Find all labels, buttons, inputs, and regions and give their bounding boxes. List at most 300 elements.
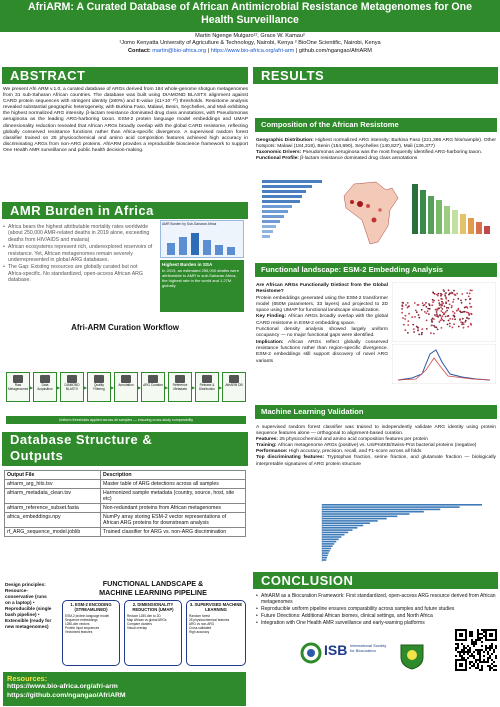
qr-module — [489, 645, 491, 647]
line-text: African metagenome ARGs (positive) vs. UniProtKB/Swiss-Prot bacterial proteins (negative) — [276, 443, 477, 449]
list-item: Cross-validated — [189, 626, 212, 630]
umap-point — [408, 313, 410, 315]
design-label: Design principles: — [5, 582, 46, 587]
qr-module — [491, 663, 493, 665]
qr-module — [483, 651, 485, 653]
qr-module — [489, 669, 491, 671]
umap-point — [440, 293, 442, 295]
umap-point — [436, 309, 438, 311]
composition-heading: Composition of the African Resistome — [255, 118, 497, 132]
list-item: 1280-dim vectors — [65, 622, 90, 626]
qr-module — [471, 655, 473, 657]
qr-module — [489, 655, 491, 657]
qr-module — [471, 643, 473, 645]
umap-point — [452, 327, 454, 329]
qr-module — [477, 665, 479, 667]
workflow-arrow: ▶ — [165, 385, 169, 390]
pipeline-box-title: 2. DIMENSIONALITY REDUCTION (UMAP) — [132, 602, 174, 612]
ml-line — [256, 425, 496, 437]
line-label: Functional Profile: — [256, 156, 299, 162]
umap-point — [403, 324, 405, 326]
qr-module — [493, 661, 495, 663]
umap-point — [462, 322, 464, 324]
umap-point — [436, 294, 438, 296]
list-item: Visual overlap — [127, 626, 147, 630]
umap-point — [445, 297, 447, 299]
qr-module — [455, 649, 457, 651]
burden-bullet: • Africa bears the highest attributable mortality rates worldwide (about 250,000 AMR-related deaths in 2019 alone, exceeding deaths from HIV/AIDS and malaria) — [3, 224, 153, 243]
qr-module — [477, 631, 479, 633]
umap-point — [439, 315, 441, 317]
umap-point — [470, 306, 472, 308]
workflow-arrow: ▶ — [138, 385, 142, 390]
umap-point — [444, 293, 446, 295]
umap-point — [434, 314, 436, 316]
umap-point — [433, 318, 435, 320]
feature-bar — [322, 545, 333, 547]
umap-point — [451, 305, 453, 307]
umap-point — [445, 316, 447, 318]
umap-point — [421, 309, 423, 311]
umap-point — [404, 329, 406, 331]
qr-module — [461, 643, 463, 645]
qr-module — [459, 663, 463, 667]
umap-point — [432, 291, 434, 293]
africa-map — [344, 182, 398, 244]
qr-module — [469, 667, 471, 669]
qr-module — [461, 657, 463, 659]
qr-module — [495, 669, 497, 671]
qr-module — [469, 635, 471, 637]
umap-point — [431, 304, 433, 306]
umap-point — [415, 310, 417, 312]
qr-module — [495, 657, 497, 659]
umap-point — [470, 313, 472, 315]
qr-module — [491, 653, 493, 655]
umap-point — [450, 292, 452, 294]
authors: Martin Ngenge Mulgaro¹², Grace W. Kamau² — [195, 33, 305, 39]
umap-point — [436, 313, 438, 315]
contact-email-link[interactable]: martin@bio-africa.org — [152, 47, 207, 54]
umap-point — [453, 315, 455, 317]
umap-point — [412, 324, 414, 326]
composition-line — [256, 138, 496, 150]
contact-label: Contact: — [128, 47, 153, 54]
umap-point — [454, 318, 456, 320]
workflow-step — [60, 372, 84, 402]
esm-heading: Functional landscape: ESM-2 Embedding Analysis — [255, 263, 497, 277]
umap-point — [401, 308, 403, 310]
table-cell: rf_ARG_sequence_model.joblib — [5, 528, 101, 537]
umap-point — [416, 326, 418, 328]
umap-point — [453, 299, 455, 301]
qr-module — [455, 647, 457, 649]
qr-module — [475, 661, 477, 663]
umap-point — [411, 316, 413, 318]
table-cell: Master table of ARG detections across all samples — [101, 480, 246, 489]
umap-point — [453, 323, 455, 325]
umap-point — [401, 304, 403, 306]
pipeline-title — [60, 580, 246, 597]
table-header: Output File — [5, 471, 101, 480]
qr-module — [469, 649, 471, 651]
umap-point — [462, 318, 464, 320]
umap-point — [438, 300, 440, 302]
line-label: Implication: — [256, 339, 284, 345]
composition-line — [256, 156, 496, 162]
qr-module — [491, 647, 493, 649]
qr-module — [483, 661, 485, 663]
umap-point — [469, 303, 471, 305]
qr-module — [471, 665, 473, 667]
feature-bar — [322, 536, 341, 538]
contact-web-link[interactable]: https://www.bio-africa.org/afri-arm — [210, 47, 295, 54]
contact-line — [0, 48, 500, 55]
qr-module — [487, 661, 489, 663]
umap-point — [416, 311, 418, 313]
umap-point — [417, 329, 419, 331]
qr-module — [491, 667, 493, 669]
umap-point — [436, 311, 438, 313]
qr-module — [463, 649, 465, 651]
list-item: Reduce 1280-dim to 2D — [127, 614, 161, 618]
university-crest-icon — [398, 642, 426, 670]
qr-module — [493, 665, 495, 667]
workflow-step — [6, 372, 30, 402]
workflow-step-icon — [229, 375, 239, 383]
qr-module — [457, 643, 459, 645]
table-cell: afriarm_metadata_clean.tsv — [5, 489, 101, 504]
qr-module — [455, 655, 457, 657]
qr-module — [489, 657, 491, 659]
table-header: Description — [101, 471, 246, 480]
pipeline-title-line-2: MACHINE LEARNING PIPELINE — [99, 587, 207, 597]
workflow-step — [195, 372, 219, 402]
table-cell: afriarm_reference_subset.fasta — [5, 504, 101, 513]
qr-module — [469, 631, 471, 633]
conclusion-bullet: • Reproducible uniform pipeline ensures comparability across samples and future studies — [256, 606, 496, 612]
umap-point — [453, 290, 455, 292]
conclusion-bullet: • Future Directions: Additional African biomes, clinical settings, and North Africa — [256, 613, 496, 619]
umap-point — [466, 306, 468, 308]
ml-line — [256, 455, 496, 467]
qr-module — [479, 649, 481, 651]
esm-line — [256, 296, 388, 315]
qr-module — [489, 633, 493, 637]
qr-module — [467, 649, 469, 651]
umap-point — [470, 324, 472, 326]
umap-point — [464, 307, 466, 309]
umap-point — [428, 303, 430, 305]
qr-module — [481, 661, 483, 663]
line-text: Functional density analysis showed largely uniform occupancy — no major functional gaps were identified. — [256, 327, 388, 339]
line-text: Protein embeddings generated using the ESM-2 transformer model (650M parameters, 33 layers) and projected to 2D space using UMAP for functional landscape visualization. — [256, 295, 388, 314]
qr-module — [459, 655, 461, 657]
ml-heading: Machine Learning Validation — [255, 405, 497, 419]
results-heading: RESULTS — [253, 67, 498, 84]
qr-module — [471, 653, 473, 655]
feature-bar — [322, 525, 363, 527]
umap-point — [465, 320, 467, 322]
workflow-title: Afri-ARM Curation Workflow — [71, 323, 179, 332]
umap-point — [454, 294, 456, 296]
umap-point — [452, 318, 454, 320]
umap-point — [449, 323, 451, 325]
qr-module — [467, 651, 469, 653]
umap-point — [421, 328, 423, 330]
feature-bar — [322, 550, 330, 552]
table-cell: NumPy array storing ESM-2 vector representations of African ARG proteins for downstream analysis — [101, 513, 246, 528]
umap-point — [414, 316, 416, 318]
qr-module — [475, 659, 477, 661]
umap-point — [468, 314, 470, 316]
umap-point — [466, 318, 468, 320]
umap-point — [448, 289, 450, 291]
conclusion-heading: CONCLUSION — [253, 572, 498, 589]
qr-module — [487, 659, 489, 661]
qr-module — [479, 637, 481, 639]
umap-point — [469, 293, 471, 295]
qr-module — [479, 669, 481, 671]
qr-module — [469, 633, 471, 635]
umap-point — [444, 305, 446, 307]
pipeline-box-list — [187, 613, 245, 635]
qr-module — [495, 645, 497, 647]
umap-point — [407, 320, 409, 322]
pipeline-title-line-1: FUNCTIONAL LANDSCAPE & — [102, 579, 204, 588]
burden-chart — [160, 220, 244, 258]
feature-bar — [322, 520, 378, 522]
database-heading-line-2: Outputs — [10, 448, 64, 463]
umap-point — [441, 327, 443, 329]
umap-point — [432, 299, 434, 301]
qr-module — [495, 655, 497, 657]
burden-bullet: • African ecosystems represent rich, underexplored reservoirs of resistance. Yet, African metagenomes remain severely underrepresented in global ARG databases. — [3, 244, 153, 263]
qr-module — [471, 635, 473, 637]
qr-module — [485, 645, 487, 647]
workflow-step-label: Raw Metagenomes — [8, 383, 29, 391]
qr-module — [491, 643, 493, 645]
composition-bar-chart — [262, 180, 322, 238]
title-line-2: Health Surveillance — [201, 14, 299, 26]
feature-bar — [322, 534, 345, 536]
qr-module — [491, 645, 493, 647]
umap-point — [439, 304, 441, 306]
feature-bar — [322, 529, 353, 531]
pipeline-box-list — [125, 613, 181, 631]
umap-point — [422, 302, 424, 304]
burden-bullets — [3, 224, 153, 285]
feature-bar — [322, 539, 339, 541]
conclusion-bullets — [256, 593, 496, 627]
umap-point — [428, 313, 430, 315]
feature-bar — [322, 552, 329, 554]
table-row — [5, 513, 246, 528]
title-line-1: AfriARM: A Curated Database of African Antimicrobial Resistance Metagenomes for One — [27, 1, 473, 13]
qr-module — [493, 649, 495, 651]
feature-bar — [322, 541, 336, 543]
qr-module — [473, 655, 475, 657]
umap-point — [447, 324, 449, 326]
qr-module — [475, 649, 477, 651]
list-item: Sequence embeddings — [65, 618, 98, 622]
qr-module — [469, 663, 471, 665]
esm-line — [256, 314, 388, 327]
qr-code-icon[interactable] — [454, 628, 498, 672]
workflow-step-icon — [40, 375, 50, 383]
feature-bar — [322, 522, 370, 524]
feature-bar — [322, 511, 424, 513]
umap-point — [405, 304, 407, 306]
composition-text — [256, 138, 496, 162]
umap-point — [440, 310, 442, 312]
table-cell: Harmonized sample metadata (country, source, host, site etc) — [101, 489, 246, 504]
qr-module — [475, 639, 477, 641]
umap-point — [460, 321, 462, 323]
qr-module — [493, 669, 495, 671]
isb-logo — [300, 640, 390, 670]
qr-module — [483, 629, 485, 631]
poster-title — [0, 1, 500, 27]
umap-point — [431, 321, 433, 323]
umap-point — [449, 304, 451, 306]
feature-bar — [322, 513, 410, 515]
burden-hotspot-box — [160, 260, 244, 312]
qr-module — [461, 651, 463, 653]
table-header-row — [5, 471, 246, 480]
resources-heading: Resources: — [7, 674, 48, 683]
umap-point — [449, 318, 451, 320]
qr-module — [477, 637, 479, 639]
list-item: Map African vs global ARGs — [127, 618, 167, 622]
umap-point — [469, 289, 471, 291]
workflow-arrow: ▶ — [84, 385, 88, 390]
qr-module — [475, 643, 477, 645]
umap-point — [448, 294, 450, 296]
umap-point — [414, 302, 416, 304]
esm-line — [256, 283, 388, 296]
qr-module — [469, 651, 471, 653]
qr-module — [479, 651, 481, 653]
umap-point — [452, 311, 454, 313]
qr-module — [471, 641, 473, 643]
list-item: High accuracy — [189, 630, 210, 634]
qr-module — [485, 649, 487, 651]
line-label: Are African ARGs Functionally Distinct from the Global Resistome? — [256, 283, 388, 295]
esm-line — [256, 340, 388, 365]
workflow-step — [222, 372, 246, 402]
resources-link-github[interactable]: https://github.com/ngangao/AfriARM — [7, 691, 126, 699]
qr-module — [473, 641, 475, 643]
umap-point — [417, 304, 419, 306]
umap-point — [434, 293, 436, 295]
qr-module — [479, 655, 481, 657]
umap-point — [443, 289, 445, 291]
umap-point — [427, 310, 429, 312]
qr-module — [495, 665, 497, 667]
line-label: Geographic Distribution: — [256, 138, 314, 143]
output-table — [4, 470, 246, 537]
umap-point — [461, 293, 463, 295]
workflow-arrow: ▶ — [111, 385, 115, 390]
workflow-step-icon — [121, 375, 131, 383]
list-item: 25 physicochemical features — [189, 618, 230, 622]
feature-importance-figure — [262, 502, 492, 564]
qr-module — [471, 661, 473, 663]
workflow-step — [33, 372, 57, 402]
abstract-text: We present Afri ARM v.1.0, a curated database of ARGs derived from 184 whole-genome shotgun metagenomes from 31 sub-Saharan African countries. The database was built using DIAMOND BLASTX alignment against CARD protein sequences with stringent identity (≥80%) and E-value (≤1×10⁻¹⁰) thresholds. Resistome analysis revealed substantial geographic heterogeneity, with Burkina Faso, Malawi, Benin, Seychelles, and Mali exhibiting the highest normalized ARG intensity. β-lactam resistance dominated drug class annotations, with Pseudomonas aeruginosa as the leading ARG-harboring taxon. ESM-2 protein language model embeddings and UMAP dimensionality reduction revealed that African ARGs broadly overlap with the global CARD resistome, reflecting globally conserved resistance functions rather than Africa-specific divergence. A supervised random forest classifier trained on 25 physicochemical and amino acid composition features achieved high accuracy in discriminating ARGs from non-ARG proteins. AfriARM provides a reproducible bioscience framework to support One Health AMR surveillance and public health decision-making. — [3, 87, 248, 153]
qr-module — [463, 651, 465, 653]
feature-bar — [322, 509, 440, 511]
qr-module — [481, 645, 483, 647]
esm-text — [256, 283, 388, 365]
umap-point — [461, 324, 463, 326]
qr-module — [489, 649, 491, 651]
umap-point — [440, 306, 442, 308]
umap-point — [438, 307, 440, 309]
umap-point — [438, 321, 440, 323]
line-label: Key Finding: — [256, 314, 287, 320]
qr-module — [465, 651, 467, 653]
umap-point — [402, 302, 404, 304]
database-heading-line-1: Database Structure & — [10, 432, 153, 447]
umap-point — [418, 317, 420, 319]
line-text: Tryptophan fraction, serine fraction, and glutamate fraction — biologically interpretable signatures of ARG protein structure — [256, 455, 496, 467]
qr-module — [487, 653, 489, 655]
pipeline-box-list — [63, 613, 119, 635]
workflow-step-label: Data Acquisition — [37, 383, 53, 391]
umap-point — [448, 300, 450, 302]
qr-module — [477, 653, 479, 655]
design-text: Resource-conservative (runs on a laptop) • Reproducible (single bash pipeline) • Extensible (ready for new metagenomes) — [5, 588, 52, 629]
umap-point — [434, 326, 436, 328]
qr-module — [473, 643, 475, 645]
esm-line — [256, 327, 388, 340]
isb-logo-text: ISB — [324, 642, 348, 658]
list-item: Vectorized features — [65, 630, 93, 634]
workflow-step-label: Reference Metadata — [172, 383, 188, 391]
umap-point — [440, 320, 442, 322]
feature-bar — [322, 504, 482, 506]
umap-density-figure — [392, 344, 496, 384]
workflow-step-label: Release & Distribution — [199, 383, 215, 391]
resources-link-web[interactable]: https://www.bio-africa.org/afri-arm — [7, 683, 118, 690]
umap-point — [426, 328, 428, 330]
workflow-step — [141, 372, 165, 402]
umap-point — [401, 312, 403, 314]
qr-module — [483, 631, 485, 633]
umap-point — [456, 293, 458, 295]
design-principles — [5, 582, 53, 630]
qr-module — [481, 667, 483, 669]
umap-point — [443, 320, 445, 322]
umap-point — [431, 325, 433, 327]
workflow-step-icon — [94, 375, 104, 383]
line-text: 25 physicochemical and amino acid composition features per protein — [278, 437, 428, 443]
workflow-arrow: ▶ — [219, 385, 223, 390]
umap-point — [458, 326, 460, 328]
umap-point — [457, 309, 459, 311]
workflow-step-label: ARG Curation — [143, 383, 163, 387]
umap-point — [404, 318, 406, 320]
umap-point — [444, 295, 446, 297]
umap-point — [452, 301, 454, 303]
umap-point — [461, 302, 463, 304]
qr-module — [477, 629, 479, 631]
qr-module — [479, 659, 481, 661]
table-cell: africa_embeddings.npy — [5, 513, 101, 528]
umap-point — [433, 333, 435, 335]
